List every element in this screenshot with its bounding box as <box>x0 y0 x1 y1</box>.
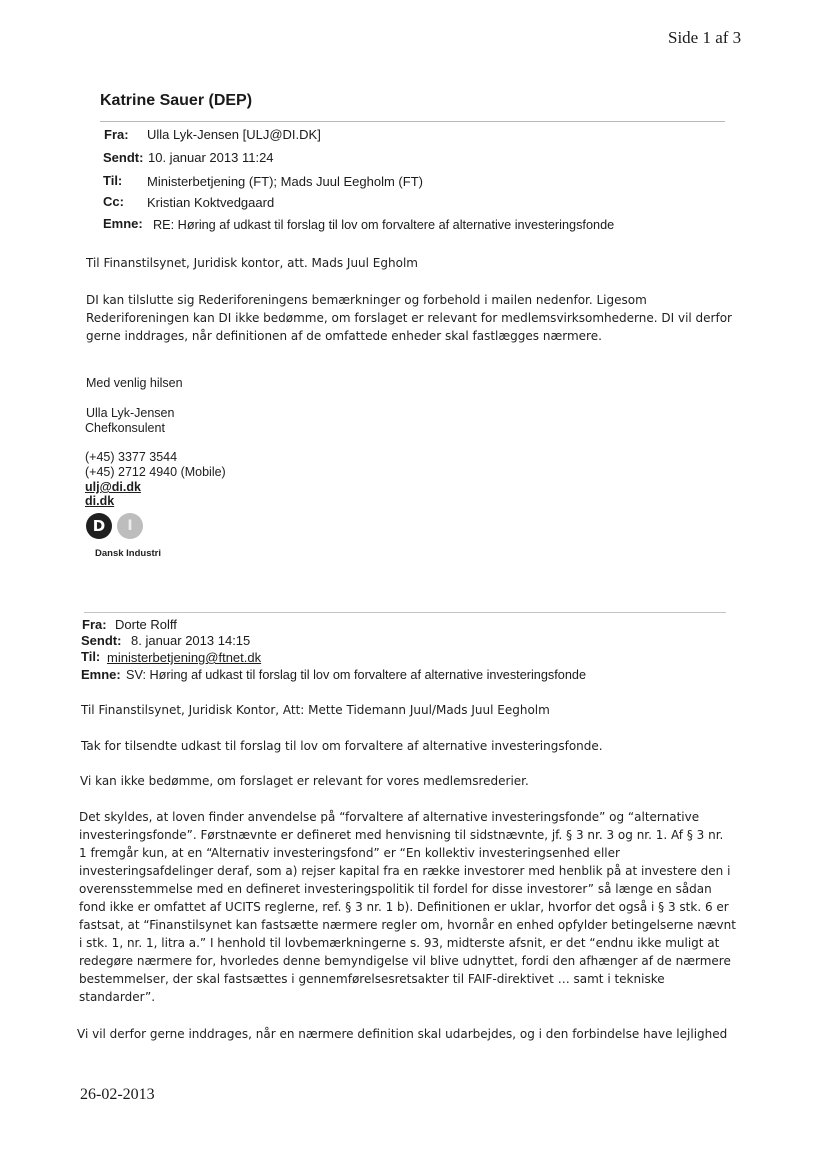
email2-para-3-line-1: Det skyldes, at loven finder anvendelse på “forvaltere af alternative investeringsfonde” og “alternative <box>79 810 700 824</box>
email1-body-line-2: Rederiforeningen kan DI ikke bedømme, om forslaget er relevant for medlemsvirksomhederne. DI vil derfor <box>86 311 732 325</box>
email2-subject-label: Emne: <box>81 667 121 682</box>
email2-to-label: Til: <box>81 649 101 664</box>
email1-to: Ministerbetjening (FT); Mads Juul Eegholm (FT) <box>147 174 423 189</box>
email2-subject: SV: Høring af udkast til forslag til lov om forvaltere af alternative investeringsfonde <box>126 668 587 682</box>
email2-to[interactable]: ministerbetjening@ftnet.dk <box>107 650 262 665</box>
email2-sent: 8. januar 2013 14:15 <box>131 633 251 648</box>
signer-web-link[interactable]: di.dk <box>85 494 115 508</box>
di-logo-i-icon: I <box>117 513 143 539</box>
email2-para-3-line-10: bestemmelser, der skal fastsættes i gennemførelsesretsakter til FAIF-direktivet … samt i tekniske <box>79 972 665 986</box>
email1-subject: RE: Høring af udkast til forslag til lov om forvaltere af alternative investeringsfonde <box>153 218 615 232</box>
email1-from-label: Fra: <box>104 127 129 142</box>
email2-para-3-line-11: standarder”. <box>79 990 156 1004</box>
email2-para-3-line-7: fastsat, at “Finanstilsynet kan fastsætte nærmere regler om, hvornår en enhed opfylder betingelserne nævnt <box>79 918 736 932</box>
email2-para-3-line-8: i stk. 1, nr. 1, litra a.” I henhold til lovbemærkningerne s. 93, midterste afsnit, er det “endnu ikke muligt at <box>79 936 720 950</box>
email1-body-line-3: gerne inddrages, når definitionen af de omfattede enheder skal fastlægges nærmere. <box>86 329 602 343</box>
email1-subject-label: Emne: <box>103 216 143 231</box>
company-name: Dansk Industri <box>95 548 161 559</box>
email2-para-3-line-4: investeringsafdelinger deraf, som a) rejser kapital fra en række investorer med henblik på at investere den i <box>79 864 731 878</box>
email2-from: Dorte Rolff <box>115 617 177 632</box>
email1-cc: Kristian Koktvedgaard <box>147 195 275 210</box>
email1-cc-label: Cc: <box>103 194 124 209</box>
signer-mobile: (+45) 2712 4940 (Mobile) <box>85 465 226 479</box>
recipient-title: Katrine Sauer (DEP) <box>100 92 253 109</box>
email-divider <box>84 612 726 613</box>
email2-para-3-line-9: redegøre nærmere for, hvorledes denne bemyndigelse vil blive udnyttet, fordi den afhænger af de nærmere <box>79 954 731 968</box>
email2-greeting: Til Finanstilsynet, Juridisk Kontor, Att: Mette Tidemann Juul/Mads Juul Eegholm <box>81 703 550 717</box>
email1-to-label: Til: <box>103 173 123 188</box>
email1-closing: Med venlig hilsen <box>86 376 183 390</box>
header-divider <box>100 121 725 122</box>
email1-from: Ulla Lyk-Jensen [ULJ@DI.DK] <box>147 127 321 142</box>
signer-email-link[interactable]: ulj@di.dk <box>85 480 141 494</box>
email2-para-3-line-6: fond ikke er omfattet af UCITS reglerne, ref. § 3 nr. 1 b). Definitionen er uklar, hvorfor det også i § 3 stk. 6 er <box>79 900 729 914</box>
email2-para-3-line-3: 1 fremgår kun, at en “Alternativ investeringsfond” er “En kollektiv investeringsenhed eller <box>79 846 620 860</box>
email1-sent-label: Sendt: <box>103 150 144 165</box>
email1-sent: 10. januar 2013 11:24 <box>148 150 274 165</box>
email2-para-3-line-5: overensstemmelse med en defineret investeringspolitik til fordel for disse investorer” så længe en sådan <box>79 882 712 896</box>
email2-para-2: Vi kan ikke bedømme, om forslaget er relevant for vores medlemsrederier. <box>80 774 529 788</box>
signer-name: Ulla Lyk-Jensen <box>86 406 175 420</box>
page-number: Side 1 af 3 <box>668 28 742 47</box>
email2-sent-label: Sendt: <box>81 633 122 648</box>
signer-phone: (+45) 3377 3544 <box>85 450 178 464</box>
di-logo-d-icon: D <box>86 513 112 539</box>
signer-title: Chefkonsulent <box>85 421 165 435</box>
email1-greeting: Til Finanstilsynet, Juridisk kontor, att. Mads Juul Egholm <box>86 256 418 270</box>
email2-para-4: Vi vil derfor gerne inddrages, når en nærmere definition skal udarbejdes, og i den forbindelse have lejlighed <box>77 1027 728 1041</box>
email2-from-label: Fra: <box>82 617 107 632</box>
email2-para-1: Tak for tilsendte udkast til forslag til lov om forvaltere af alternative investeringsfonde. <box>81 739 603 753</box>
print-date: 26-02-2013 <box>80 1086 155 1103</box>
email1-body-line-1: DI kan tilslutte sig Rederiforeningens bemærkninger og forbehold i mailen nedenfor. Ligesom <box>86 293 647 307</box>
email2-para-3-line-2: investeringsfonde”. Førstnævnte er defineret med henvisning til sidstnævnte, jf. § 3 nr. 3 og nr. 1. Af § 3 nr. <box>79 828 724 842</box>
